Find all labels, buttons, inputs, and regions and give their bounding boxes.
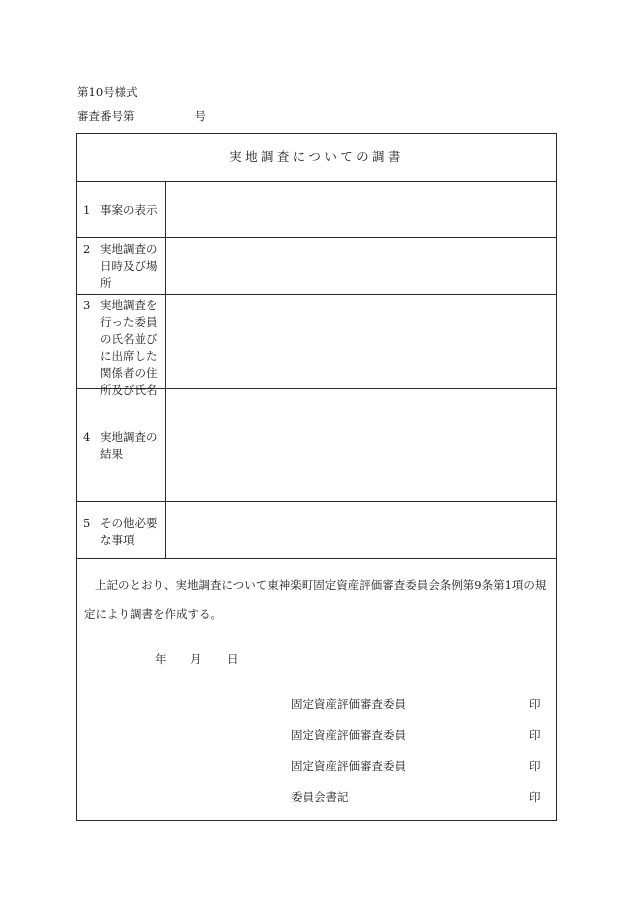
declaration-text: 上記のとおり、実地調査について東神楽町固定資産評価審査委員会条例第9条第1項の規定により調書を作成する。 [84, 578, 547, 621]
signature-label: 固定資産評価審査委員 [291, 697, 406, 711]
item-label: 実地調査の結果 [100, 430, 158, 461]
item-number: 2 [83, 242, 91, 256]
title-row [77, 134, 556, 182]
case-number-line [77, 111, 206, 123]
item-label: その他必要な事項 [100, 516, 158, 547]
declaration-area [77, 559, 556, 820]
date-month-label: 月 [190, 652, 202, 666]
item-label-cell [77, 238, 166, 294]
item-label-cell [77, 502, 166, 558]
item-row-1 [77, 182, 556, 238]
case-number-suffix: 号 [194, 109, 206, 123]
item-value-field[interactable] [166, 295, 556, 388]
item-row-3 [77, 295, 556, 397]
item-value-field[interactable] [166, 238, 556, 294]
item-label-cell [77, 295, 166, 397]
item-row-2 [77, 238, 556, 295]
date-day-label: 日 [227, 652, 239, 666]
item-value-field[interactable] [166, 502, 556, 558]
seal-mark: 印 [529, 697, 541, 711]
item-value-field[interactable] [166, 389, 556, 501]
item-label-cell [77, 389, 166, 501]
item-label: 実地調査の日時及び場所 [100, 242, 158, 290]
seal-mark: 印 [529, 728, 541, 742]
item-number: 3 [83, 298, 91, 312]
item-number: 5 [83, 516, 91, 530]
item-number: 4 [83, 430, 91, 444]
seal-mark: 印 [529, 790, 541, 804]
form-title: 実地調査についての調書 [229, 149, 404, 164]
signature-label: 固定資産評価審査委員 [291, 728, 406, 742]
item-number: 1 [83, 203, 91, 217]
signature-label: 固定資産評価審査委員 [291, 759, 406, 773]
item-label: 事案の表示 [100, 203, 158, 217]
case-number-prefix: 審査番号第 [77, 109, 135, 123]
item-label-cell [77, 182, 166, 237]
item-value-field[interactable] [166, 182, 556, 237]
signature-label: 委員会書記 [291, 790, 349, 804]
item-row-5 [77, 502, 556, 559]
date-year-label: 年 [155, 652, 167, 666]
form-number: 第10号様式 [77, 85, 138, 99]
seal-mark: 印 [529, 759, 541, 773]
item-label: 実地調査を行った委員の氏名並びに出席した関係者の住所及び氏名 [100, 298, 158, 397]
item-row-4 [77, 389, 556, 502]
investigation-record-table [76, 133, 557, 821]
